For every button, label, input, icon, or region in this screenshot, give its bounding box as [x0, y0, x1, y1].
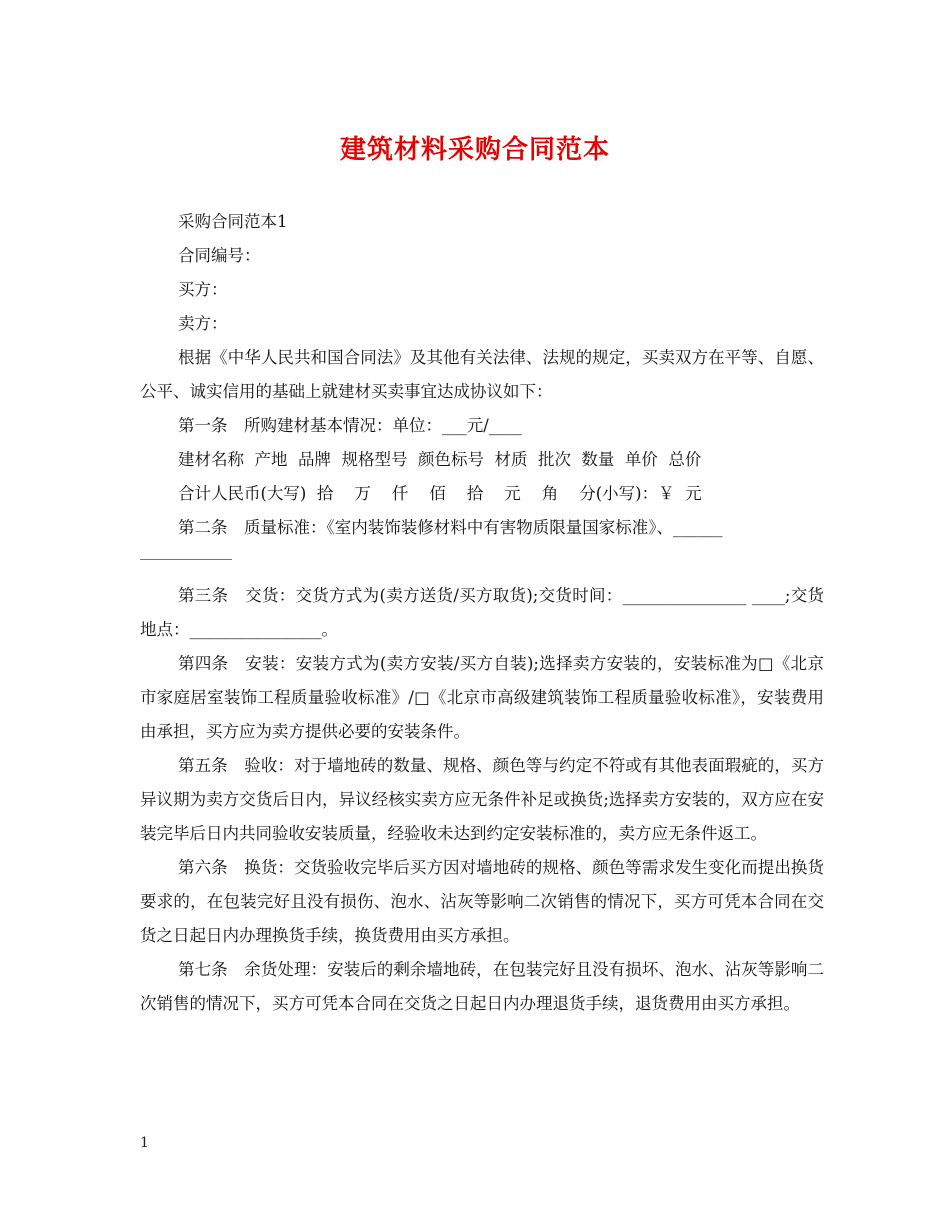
paragraph-material-columns: 建材名称 产地 品牌 规格型号 颜色标号 材质 批次 数量 单价 总价: [178, 450, 702, 469]
paragraph-article-1: 第一条 所购建材基本情况：单位：___元/____: [178, 416, 522, 435]
paragraph-contract-sample: 采购合同范本1: [178, 212, 288, 231]
article-2-blank-line: [140, 545, 824, 579]
paragraph-buyer: 买方：: [178, 280, 228, 299]
paragraph-article-4: 第四条 安装：安装方式为(卖方安装/买方自装);选择卖方安装的，安装标准为□《北京市家庭居室装饰工程质量验收标准》/□《北京市高级建筑装饰工程质量验收标准》，安装费用由承担，买方应为卖方提供必要的安装条件。: [140, 654, 824, 741]
paragraph-article-6: 第六条 换货：交货验收完毕后买方因对墙地砖的规格、颜色等需求发生变化而提出换货要求的，在包装完好且没有损伤、泡水、沾灰等影响二次销售的情况下，买方可凭本合同在交货之日起日内办理换货手续，换货费用由买方承担。: [140, 858, 824, 945]
paragraph-article-2: 第二条 质量标准：《室内装饰装修材料中有害物质限量国家标准》、______: [178, 518, 723, 537]
paragraph-contract-number: 合同编号：: [178, 246, 261, 265]
document-body: [140, 205, 824, 1021]
paragraph-total-amount: 合计人民币(大写) 拾 万 仟 佰 拾 元 角 分(小写)：￥ 元: [178, 484, 702, 503]
paragraph-article-7: 第七条 余货处理：安装后的剩余墙地砖，在包装完好且没有损坏、泡水、沾灰等影响二次销售的情况下，买方可凭本合同在交货之日起日内办理退货手续，退货费用由买方承担。: [140, 960, 824, 1013]
document-title: 建筑材料采购合同范本: [339, 135, 610, 165]
page-number: 1: [140, 1135, 149, 1151]
blank-underline: [140, 559, 232, 560]
paragraph-article-5: 第五条 验收：对于墙地砖的数量、规格、颜色等与约定不符或有其他表面瑕疵的，买方异议期为卖方交货后日内，异议经核实卖方应无条件补足或换货;选择卖方安装的，双方应在安装完毕后日内共同验收安装质量，经验收未达到约定安装标准的，卖方应无条件返工。: [140, 756, 824, 843]
paragraph-preamble: 根据《中华人民共和国合同法》及其他有关法律、法规的规定，买卖双方在平等、自愿、公平、诚实信用的基础上就建材买卖事宜达成协议如下：: [140, 348, 824, 401]
paragraph-seller: 卖方：: [178, 314, 228, 333]
paragraph-article-3: 第三条 交货：交货方式为(卖方送货/买方取货);交货时间：_______________ ____;交货地点：________________。: [140, 586, 824, 639]
